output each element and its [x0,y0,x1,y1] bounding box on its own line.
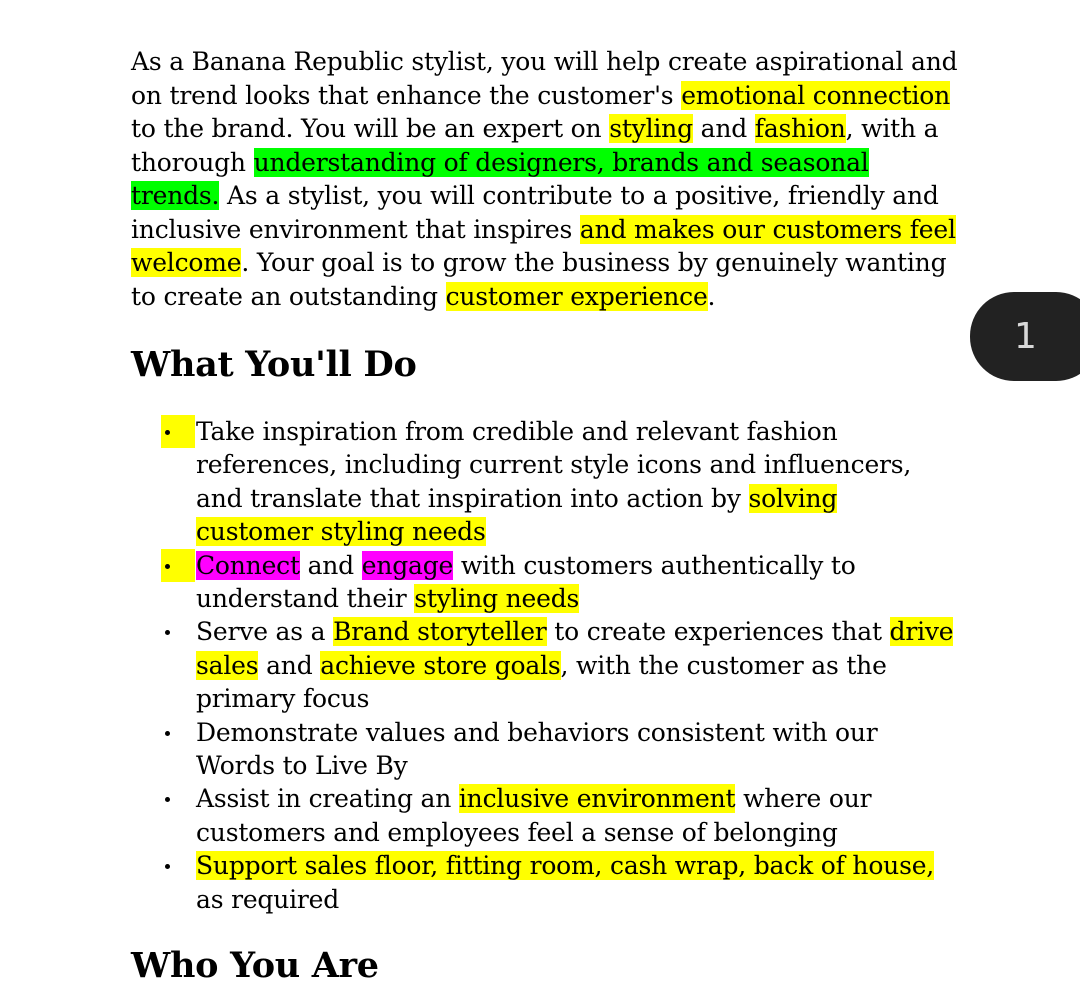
page-number: 1 [1014,316,1037,357]
highlight-solving-styling-needs: solving customer styling needs [196,483,838,547]
intro-text: , with a thorough [131,114,939,177]
intro-text: As a Banana Republic stylist, you will help create aspirational and on trend looks that enhance the customer's [131,47,958,110]
intro-paragraph [131,45,961,313]
intro-text: . Your goal is to grow the business by genuinely wanting to create an outstanding [131,248,947,311]
section-heading-who-you-are: Who You Are [131,945,379,986]
bullet-icon [161,849,195,882]
item-text: and [299,550,362,580]
item-text: to create experiences that [546,617,890,647]
list-item [131,716,961,783]
highlight-support-sales-floor: Support sales floor, fitting room, cash wrap, back of house, [196,851,935,881]
list-item [131,849,961,916]
highlight-inclusive-environment: inclusive environment [458,784,736,814]
list-item [131,782,961,849]
section-heading-what-youll-do: What You'll Do [131,344,417,385]
highlight-styling-needs: styling needs [414,584,580,614]
item-text: Demonstrate values and behaviors consistent with our Words to Live By [196,717,878,781]
page-number-indicator[interactable] [970,292,1080,381]
bullet-icon [161,549,195,582]
highlight-engage: engage [361,550,454,580]
duties-list [131,415,961,916]
item-text: and [258,650,321,680]
item-text: Take inspiration from credible and relevant fashion references, including current style icons and influencers, and translate that inspiration into action by [196,417,912,513]
list-item [131,615,961,715]
highlight-emotional-connection: emotional connection [681,80,951,110]
highlight-brand-storyteller: Brand storyteller [333,617,547,647]
list-item [131,549,961,616]
highlight-achieve-store-goals: achieve store goals [320,650,561,680]
highlight-styling: styling [609,114,693,143]
bullet-icon [161,716,195,749]
item-text: Assist in creating an [196,784,459,814]
bullet-icon [161,782,195,815]
highlight-connect: Connect [196,550,300,580]
list-item [131,415,961,549]
intro-text: As a stylist, you will contribute to a positive, friendly and inclusive environment that inspires [131,181,939,244]
intro-text: to the brand. You will be an expert on [131,114,610,143]
bullet-icon [161,415,195,448]
highlight-customer-experience: customer experience [445,281,708,311]
intro-text: . [707,281,716,311]
highlight-understanding-designers: understanding of designers, brands and seasonal trends. [131,147,869,210]
item-text: as required [196,884,340,914]
item-text: , with the customer as the primary focus [196,650,887,714]
item-text: Serve as a [196,617,334,647]
highlight-feel-welcome: and makes our customers feel welcome [131,214,956,277]
document-body [131,45,961,986]
item-text: with customers authentically to understand their [196,550,856,614]
highlight-fashion: fashion [754,114,846,143]
item-text: where our customers and employees feel a sense of belonging [196,784,872,847]
intro-text: and [692,114,755,143]
highlight-drive-sales: drive sales [196,617,954,680]
bullet-icon [161,615,195,648]
